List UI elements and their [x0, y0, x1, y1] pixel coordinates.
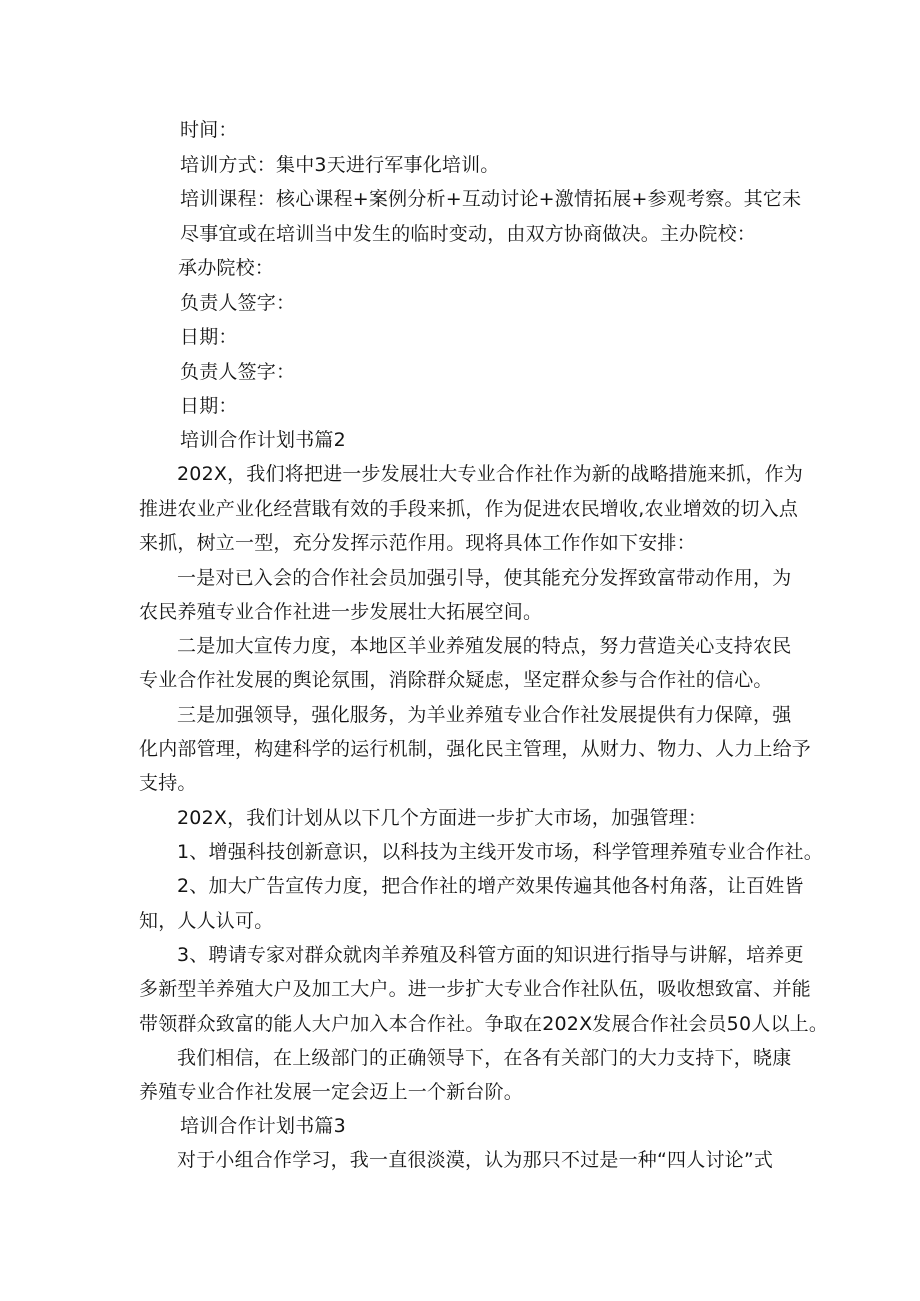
- organizer-school-label: 承办院校：: [178, 257, 275, 279]
- training-course-line: 培训课程：核心课程+案例分析+互动讨论+激情拓展+参观考察。其它未: [180, 188, 802, 210]
- paragraph-line: 尽事宜或在培训当中发生的临时变动，由双方协商做决。主办院校：: [180, 223, 757, 245]
- paragraph-line: 我们相信，在上级部门的正确领导下，在各有关部门的大力支持下，晓康: [177, 1047, 792, 1069]
- section-heading: 培训合作计划书篇3: [180, 1115, 346, 1137]
- paragraph-line: 三是加强领导，强化服务，为羊业养殖专业合作社发展提供有力保障，强: [177, 704, 792, 726]
- signature-label: 负责人签字：: [180, 361, 296, 383]
- paragraph-line: 202X，我们将把进一步发展壮大专业合作社作为新的战略措施来抓，作为: [177, 463, 804, 485]
- training-method-line: 培训方式：集中3天进行军事化培训。: [180, 154, 500, 176]
- paragraph-line: 对于小组合作学习，我一直很淡漠，认为那只不过是一种“四人讨论”式: [177, 1149, 774, 1171]
- paragraph-line: 带领群众致富的能人大户加入本合作社。争取在202X发展合作社会员50人以上。: [139, 1013, 829, 1035]
- paragraph-line: 202X，我们计划从以下几个方面进一步扩大市场，加强管理：: [177, 807, 708, 829]
- paragraph-line: 一是对已入会的合作社会员加强引导，使其能充分发挥致富带动作用，为: [177, 567, 792, 589]
- paragraph-line: 多新型羊养殖大户及加工大户。进一步扩大专业合作社队伍，吸收想致富、并能: [139, 978, 812, 1000]
- time-label: 时间：: [180, 119, 238, 141]
- paragraph-line: 支持。: [139, 772, 197, 794]
- paragraph-line: 养殖专业合作社发展一定会迈上一个新台阶。: [139, 1081, 524, 1103]
- section-heading: 培训合作计划书篇2: [180, 429, 346, 451]
- paragraph-line: 推进农业产业化经营戢有效的手段来抓，作为促进农民增收,农业增效的切入点: [139, 498, 799, 520]
- date-label: 日期：: [180, 326, 238, 348]
- paragraph-line: 来抓，树立一型，充分发挥示范作用。现将具体工作作如下安排：: [139, 532, 696, 554]
- date-label: 日期：: [180, 395, 238, 417]
- list-item: 1、增强科技创新意识，以科技为主线开发市场，科学管理养殖专业合作社。: [177, 841, 823, 863]
- paragraph-line: 二是加大宣传力度，本地区羊业养殖发展的特点，努力营造关心支持农民: [177, 635, 792, 657]
- list-item: 3、聘请专家对群众就肉羊养殖及科管方面的知识进行指导与讲解，培养更: [177, 944, 804, 966]
- list-item: 2、加大广告宣传力度，把合作社的增产效果传遍其他各村角落，让百姓皆: [177, 875, 804, 897]
- signature-label: 负责人签字：: [180, 292, 296, 314]
- paragraph-line: 化内部管理，构建科学的运行机制，强化民主管理，从财力、物力、人力上给予: [139, 738, 812, 760]
- paragraph-line: 知，人人认可。: [139, 910, 274, 932]
- paragraph-line: 农民养殖专业合作社进一步发展壮大拓展空间。: [139, 601, 543, 623]
- paragraph-line: 专业合作社发展的舆论氛围，消除群众疑虑，坚定群众参与合作社的信心。: [139, 669, 773, 691]
